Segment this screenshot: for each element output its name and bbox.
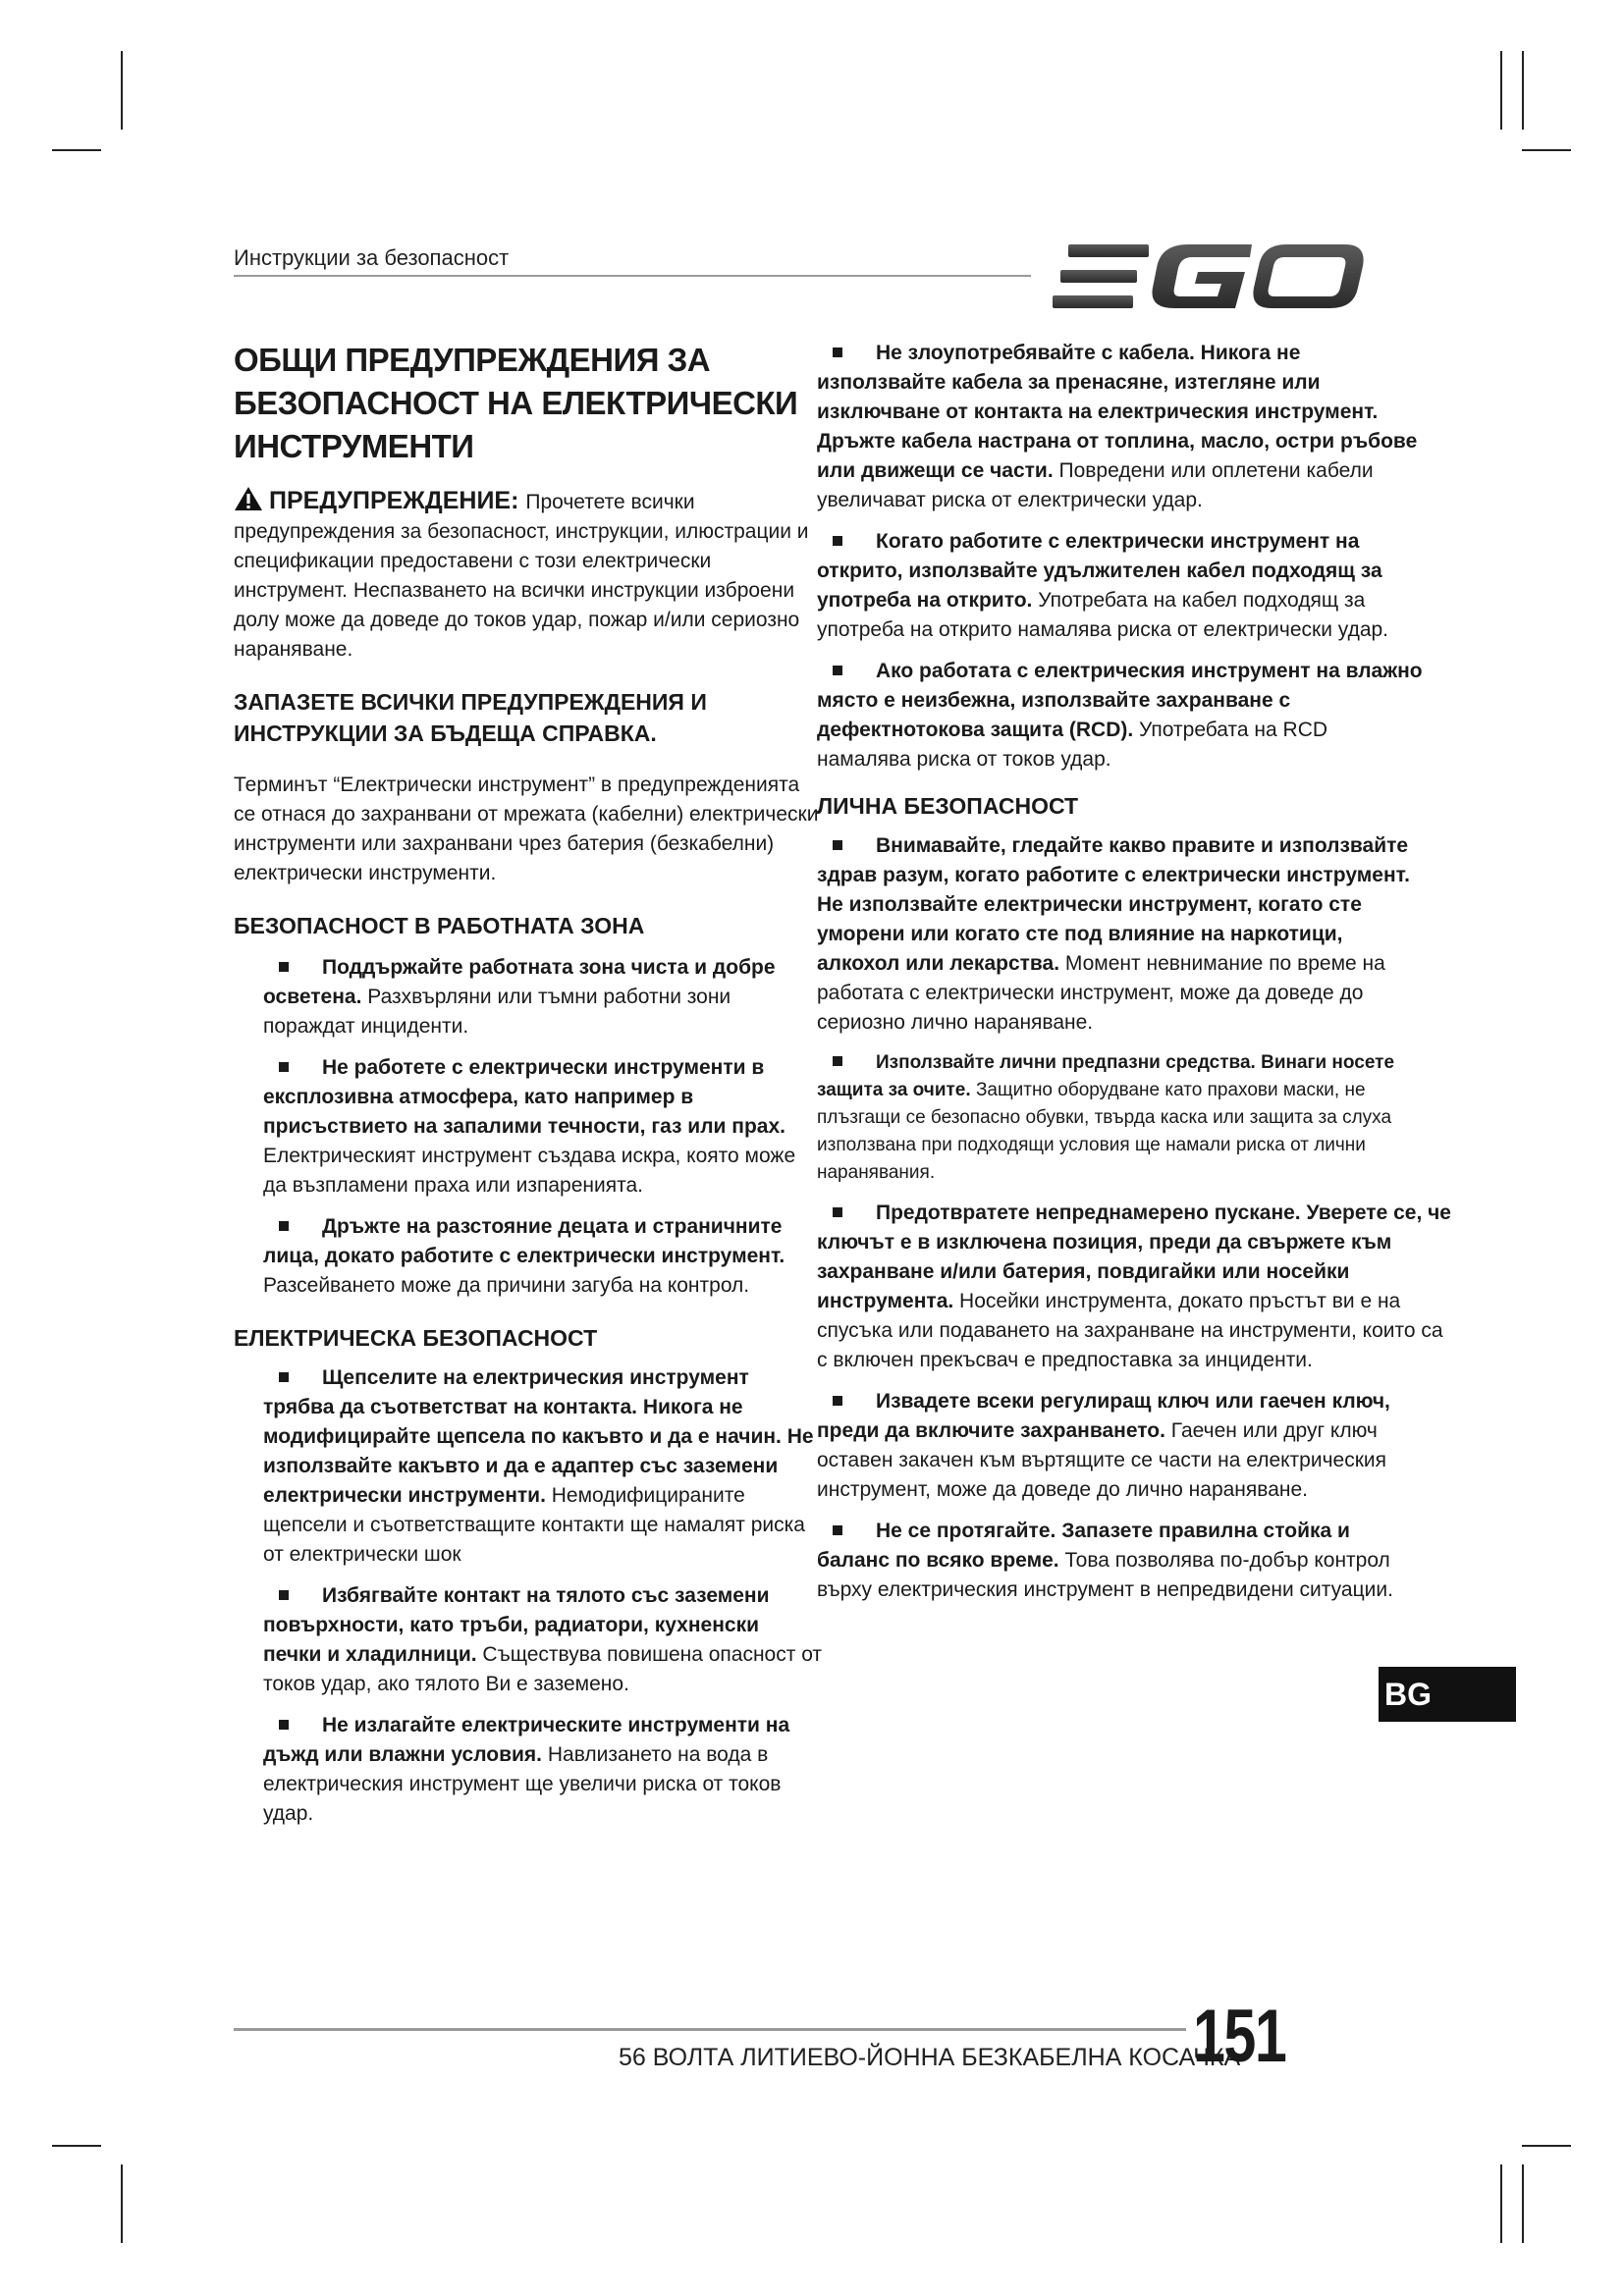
header-rule (234, 275, 1031, 277)
warning-label: ПРЕДУПРЕЖДЕНИЕ: (269, 487, 519, 514)
personal-safety-heading: ЛИЧНА БЕЗОПАСНОСТ (817, 793, 1079, 819)
list-item: Не излагайте електрическите инструменти на дъжд или влажни условия. Навлизането на вода в електрическия инструмент ще увеличи риска от токов удар. (263, 1714, 790, 1825)
crop-mark (1522, 2145, 1571, 2147)
crop-mark (1500, 2164, 1502, 2243)
crop-mark (52, 149, 101, 151)
crop-mark (1500, 51, 1502, 130)
list-item: Ако работата с електрическия инструмент на влажно място е неизбежна, използвайте захранване с дефектнотокова защита (RCD). Употребата на RCD намалява риска от токов удар. (817, 660, 1423, 771)
list-item: Щепселите на електрическия инструмент трябва да съответстват на контакта. Никога не модифицирайте щепсела по какъвто и да е начин. Не използвайте какъвто и да е адаптер със заземени електрически инструменти. Немодифицираните щепсели и съответстващите контакти ще намалят риска от електрически шок (263, 1366, 814, 1566)
list-item: Предотвратете непреднамерено пускане. Уверете се, че ключът е в изключена позиция, преди да свържете към захранване и/или батерия, повдигайки или носейки инструмента. Носейки инструмента, докато пръстът ви е на спусъка или подаването на захранване на инструменти, които са с включен прекъсвач е предпоставка за инциденти. (817, 1201, 1451, 1371)
language-tab: BG (1379, 1667, 1516, 1722)
warning-triangle-icon (234, 486, 263, 511)
crop-mark (52, 2145, 101, 2147)
work-area-heading: БЕЗОПАСНОСТ В РАБОТНАТА ЗОНА (234, 913, 645, 938)
list-item: Внимавайте, гледайте какво правите и използвайте здрав разум, когато работите с електрически инструмент. Не използвайте електрически инструмент, когато сте уморени или когато сте под влияние на наркотици, алкохол или лекарства. Момент невнимание по време на работата с електрически инструмент, може да доведе до сериозно лично нараняване. (817, 834, 1410, 1034)
footer-rule (234, 2028, 1186, 2031)
list-item: Не злоупотребявайте с кабела. Никога не използвайте кабела за пренасяне, изтегляне или изключване от контакта на електрическия инструмент. Дръжте кабела настрана от топлина, масло, остри ръбове или движещи се части. Повредени или оплетени кабели увеличават риска от електрически удар. (817, 342, 1418, 511)
section-label: Инструкции за безопасност (234, 245, 510, 270)
warning-block (234, 486, 823, 665)
save-instructions-heading: ЗАПАЗЕТЕ ВСИЧКИ ПРЕДУПРЕЖДЕНИЯ И ИНСТРУКЦИИ ЗА БЪДЕЩА СПРАВКА. (234, 689, 707, 746)
footer-product-title: 56 ВОЛТА ЛИТИЕВО-ЙОННА БЕЗКАБЕЛНА КОСАЧКА (619, 2044, 1241, 2071)
ego-logo (1051, 239, 1365, 315)
page-number: 151 (1193, 1995, 1286, 2078)
crop-mark (121, 2164, 123, 2243)
term-paragraph: Терминът “Електрически инструмент” в предупрежденията се отнася до захранвани от мрежата (кабелни) електрически инструменти или захранвани чрез батерия (безкабелни) електрически инструменти. (234, 774, 819, 884)
left-column (234, 339, 823, 1841)
list-item: Не работете с електрически инструменти в експлозивна атмосфера, като например в присъствието на запалими течности, газ или прах. Електрическият инструмент създава искра, която може да възпламени праха или изпаренията. (263, 1056, 796, 1197)
warning-text: Прочетете всички предупреждения за безопасност, инструкции, илюстрации и спецификации предоставени с този електрически инструмент. Неспазването на всички инструкции изброени долу може да доведе до токов удар, пожар и/или сериозно нараняване. (234, 491, 809, 661)
list-item: Поддържайте работната зона чиста и добре осветена. Разхвърляни или тъмни работни зони пораждат инциденти. (263, 956, 776, 1038)
list-item: Когато работите с електрически инструмент на открито, използвайте удължителен кабел подходящ за употреба на открито. Употребата на кабел подходящ за употреба на открито намалява риска от електрически удар. (817, 530, 1389, 641)
list-item: Избягвайте контакт на тялото със заземени повърхности, като тръби, радиатори, кухненски печки и хладилници. Съществува повишена опасност от токов удар, ако тялото Ви е заземено. (263, 1584, 823, 1695)
list-item: Дръжте на разстояние децата и страничните лица, докато работите с електрически инструмент. Разсейването може да причини загуба на контрол. (263, 1215, 785, 1297)
page-title: ОБЩИ ПРЕДУПРЕЖДЕНИЯ ЗА БЕЗОПАСНОСТ НА ЕЛЕКТРИЧЕСКИ ИНСТРУМЕНТИ (234, 342, 798, 464)
list-item: Извадете всеки регулиращ ключ или гаечен ключ, преди да включите захранването. Гаечен или друг ключ оставен закачен към въртящите се части на електрическия инструмент, може да доведе до лично нараняване. (817, 1390, 1390, 1501)
crop-mark (1522, 149, 1571, 151)
crop-mark (121, 51, 123, 130)
list-item: Използвайте лични предпазни средства. Винаги носете защита за очите. Защитно оборудване като прахови маски, не плъзгащи се безопасно обувки, твърда каска или защита за слуха използвана при подходящи условия ще намали риска от лични наранявания. (817, 1052, 1395, 1183)
crop-mark (1522, 51, 1524, 130)
electrical-safety-heading: ЕЛЕКТРИЧЕСКА БЕЗОПАСНОСТ (234, 1325, 598, 1351)
list-item: Не се протягайте. Запазете правилна стойка и баланс по всяко време. Това позволява по-добър контрол върху електрическия инструмент в непредвидени ситуации. (817, 1520, 1393, 1601)
right-column (817, 339, 1451, 1617)
warning-heading (234, 487, 525, 514)
crop-mark (1522, 2164, 1524, 2243)
